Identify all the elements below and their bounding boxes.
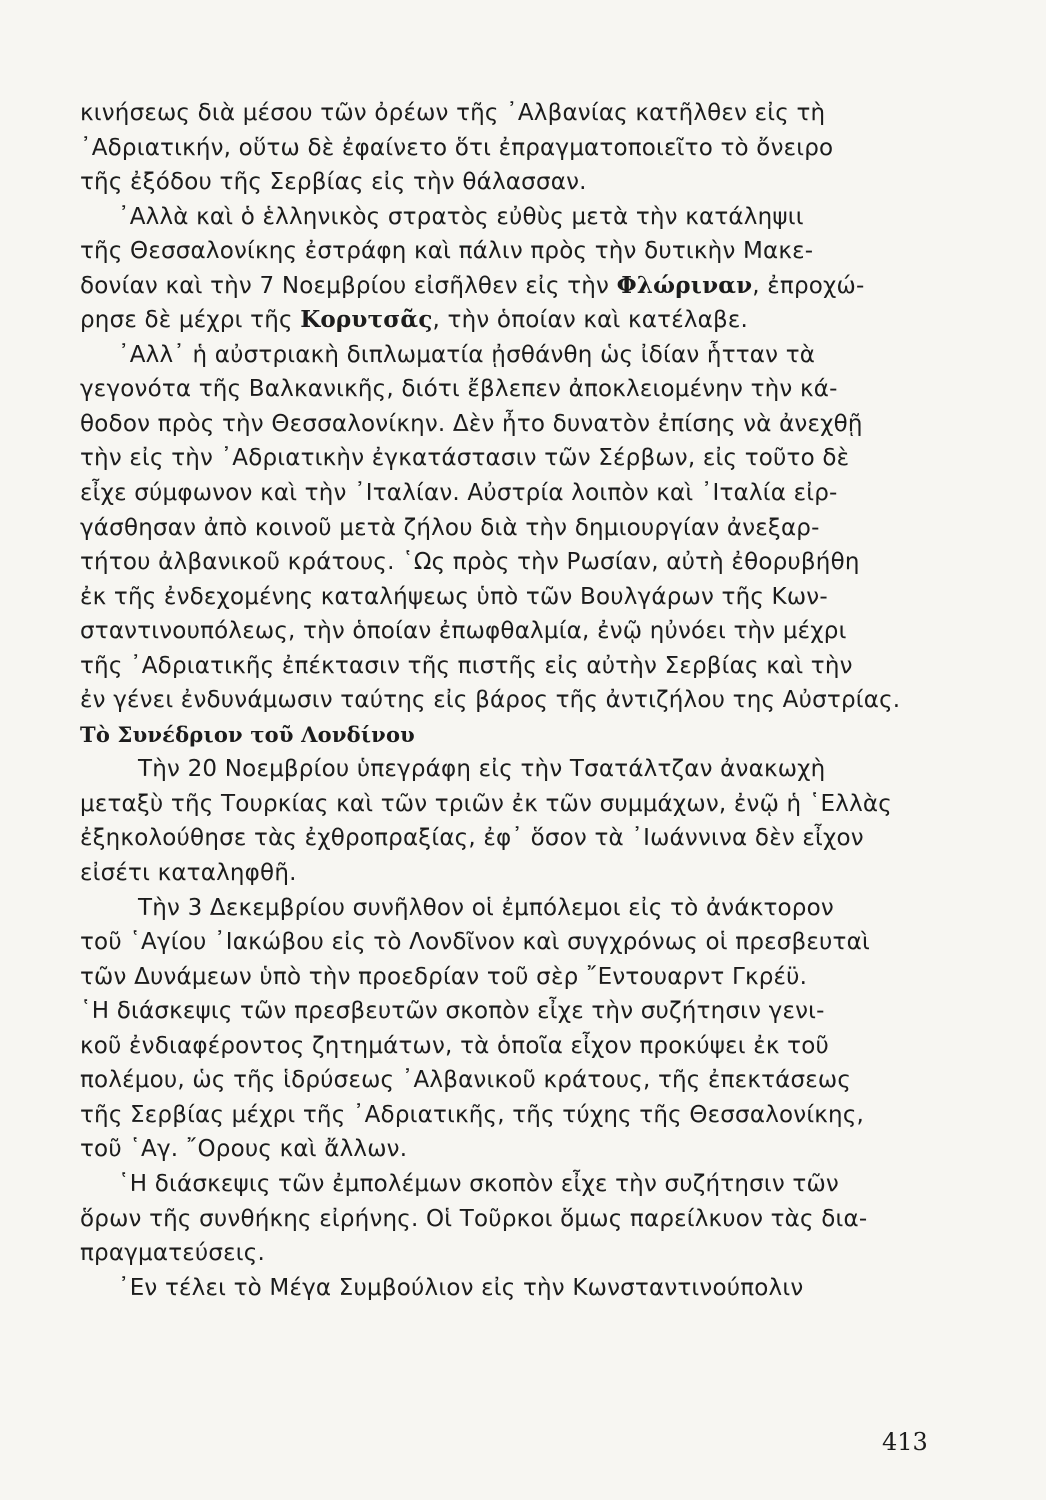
text-segment: , ἐπροχώ-	[752, 272, 865, 299]
text-line: τῶν Δυνάμεων ὑπὸ τὴν προεδρίαν τοῦ σὲρ ῎Εντουαρντ Γκρέϋ.	[80, 963, 808, 990]
text-line: γάσθησαν ἀπὸ κοινοῦ μετὰ ζήλου διὰ τὴν δημιουργίαν ἀνεξαρ-	[80, 514, 820, 541]
text-line: ᾿Αλλὰ καὶ ὁ ἑλληνικὸς στρατὸς εὐθὺς μετὰ τὴν κατάληψιι	[118, 203, 804, 230]
text-line: γεγονότα τῆς Βαλκανικῆς, διότι ἔβλεπεν ἀποκλειομένην τὴν κά-	[80, 376, 838, 403]
text-line: ἐκ τῆς ἐνδεχομένης καταλήψεως ὑπὸ τῶν Βουλγάρων τῆς Κων-	[80, 583, 828, 610]
text-line: ῾Η διάσκεψις τῶν ἐμπολέμων σκοπὸν εἶχε τὴν συζήτησιν τῶν	[118, 1170, 839, 1197]
text-line: κοῦ ἐνδιαφέροντος ζητημάτων, τὰ ὁποῖα εἶχον προκύψει ἐκ τοῦ	[80, 1032, 829, 1059]
section-heading: Τὸ Συνέδριον τοῦ Λονδίνου	[80, 721, 415, 747]
text-line	[80, 269, 942, 304]
text-line: μεταξὺ τῆς Τουρκίας καὶ τῶν τριῶν ἐκ τῶν συμμάχων, ἐνῷ ἡ ῾Ελλὰς	[80, 790, 892, 817]
text-line: τοῦ ῾Αγ. ῎Ορους καὶ ἄλλων.	[80, 1136, 408, 1163]
text-line: ᾿Αδριατικήν, οὕτω δὲ ἐφαίνετο ὅτι ἐπραγματοποιεῖτο τὸ ὄνειρο	[80, 134, 834, 161]
text-segment: ρησε δὲ μέχρι τῆς	[80, 307, 301, 334]
text-line: τὴν εἰς τὴν ᾿Αδριατικὴν ἐγκατάστασιν τῶν Σέρβων, εἰς τοῦτο δὲ	[80, 445, 850, 472]
text-line: ἐξηκολούθησε τὰς ἐχθροπραξίας, ἐφ᾿ ὅσον τὰ ᾿Ιωάννινα δὲν εἶχον	[80, 825, 864, 852]
text-line: πραγματεύσεις.	[80, 1240, 266, 1267]
text-segment: δονίαν καὶ τὴν 7 Νοεμβρίου εἰσῆλθεν εἰς τὴν	[80, 272, 617, 299]
text-line: ὅρων τῆς συνθήκης εἰρήνης. Οἱ Τοῦρκοι ὅμως παρείλκυον τὰς δια-	[80, 1205, 868, 1232]
text-line	[80, 303, 942, 338]
text-line: τήτου ἀλβανικοῦ κράτους. ῾Ως πρὸς τὴν Ρωσίαν, αὐτὴ ἐθορυβήθη	[80, 549, 860, 576]
place-name-koritsa: Κορυτσᾶς	[300, 306, 433, 334]
text-line: Τὴν 3 Δεκεμβρίου συνῆλθον οἱ ἐμπόλεμοι εἰς τὸ ἀνάκτορον	[138, 894, 834, 921]
text-line: θοδον πρὸς τὴν Θεσσαλονίκην. Δὲν ἦτο δυνατὸν ἐπίσης νὰ ἀνεχθῇ	[80, 410, 863, 437]
text-line: τῆς ᾿Αδριατικῆς ἐπέκτασιν τῆς πιστῆς εἰς αὐτὴν Σερβίας καὶ τὴν	[80, 652, 853, 679]
text-line: ᾿Εν τέλει τὸ Μέγα Συμβούλιον εἰς τὴν Κωνσταντινούπολιν	[118, 1274, 804, 1301]
text-line: ἐν γένει ἐνδυνάμωσιν ταύτης εἰς βάρος τῆς ἀντιζήλου της Αὐστρίας.	[80, 687, 901, 714]
text-line: σταντινουπόλεως, τὴν ὁποίαν ἐπωφθαλμία, ἐνῷ ηὐνόει τὴν μέχρι	[80, 618, 847, 645]
place-name-florina: Φλώριναν	[616, 271, 753, 299]
text-line: πολέμου, ὡς τῆς ἱδρύσεως ᾿Αλβανικοῦ κράτους, τῆς ἐπεκτάσεως	[80, 1067, 852, 1094]
text-line: τοῦ ῾Αγίου ᾿Ιακώβου εἰς τὸ Λονδῖνον καὶ συγχρόνως οἱ πρεσβευταὶ	[80, 929, 870, 956]
body-text	[80, 96, 942, 1305]
text-line: τῆς Σερβίας μέχρι τῆς ᾿Αδριατικῆς, τῆς τύχης τῆς Θεσσαλονίκης,	[80, 1101, 865, 1128]
text-line: εἶχε σύμφωνον καὶ τὴν ᾿Ιταλίαν. Αὐστρία λοιπὸν καὶ ᾿Ιταλία εἰρ-	[80, 480, 838, 507]
text-line: τῆς ἐξόδου τῆς Σερβίας εἰς τὴν θάλασσαν.	[80, 169, 587, 196]
text-line: τῆς Θεσσαλονίκης ἐστράφη καὶ πάλιν πρὸς τὴν δυτικὴν Μακε-	[80, 238, 814, 265]
text-line: εἰσέτι καταληφθῆ.	[80, 860, 297, 887]
text-line: κινήσεως διὰ μέσου τῶν ὀρέων τῆς ᾿Αλβανίας κατῆλθεν εἰς τὴ	[80, 100, 826, 126]
text-line: ᾿Αλλ᾿ ἡ αὐστριακὴ διπλωματία ᾐσθάνθη ὡς ἰδίαν ἧτταν τὰ	[118, 341, 816, 368]
page-number: 413	[882, 1428, 928, 1456]
text-line: ῾Η διάσκεψις τῶν πρεσβευτῶν σκοπὸν εἶχε τὴν συζήτησιν γενι-	[80, 998, 825, 1025]
text-line: Τὴν 20 Νοεμβρίου ὑπεγράφη εἰς τὴν Τσατάλτζαν ἀνακωχὴ	[138, 756, 826, 783]
text-segment: , τὴν ὁποίαν καὶ κατέλαβε.	[432, 307, 749, 334]
